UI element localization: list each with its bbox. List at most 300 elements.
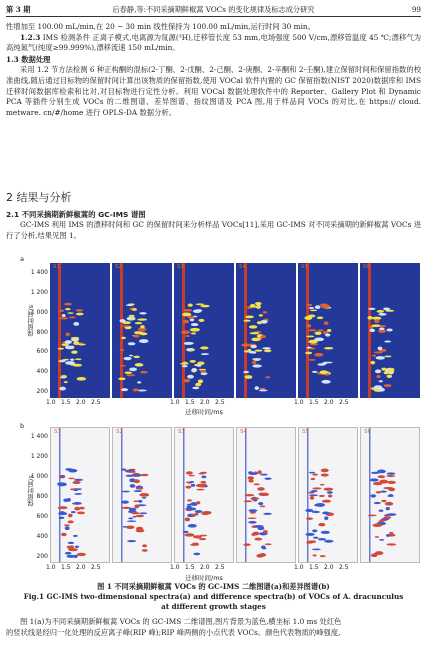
- panel-a-s2-plot: [112, 263, 172, 398]
- voc-spot: [307, 304, 313, 306]
- voc-spot: [328, 495, 332, 498]
- voc-spot: [259, 389, 268, 391]
- voc-spot: [379, 380, 383, 382]
- voc-spot: [76, 313, 84, 316]
- voc-spot: [379, 539, 384, 541]
- voc-spot: [367, 316, 372, 320]
- voc-spot: [375, 536, 379, 538]
- voc-spot: [184, 342, 193, 345]
- xlabel-a: 迁移时间/ms: [185, 408, 223, 416]
- panel-a-label: a: [20, 255, 24, 263]
- voc-spot: [196, 501, 200, 504]
- voc-spot: [135, 363, 144, 367]
- voc-spot: [185, 533, 195, 536]
- voc-spot: [314, 353, 323, 357]
- voc-spot: [197, 364, 202, 366]
- voc-spot: [134, 490, 143, 492]
- sample-label-s3: S3: [178, 429, 185, 435]
- voc-spot: [71, 350, 77, 353]
- voc-spot: [124, 357, 132, 360]
- voc-spot: [195, 383, 201, 387]
- voc-spot: [77, 553, 86, 556]
- figure-caption: [6, 582, 421, 612]
- voc-spot: [322, 500, 331, 503]
- voc-spot: [198, 473, 204, 475]
- voc-spot: [310, 496, 314, 500]
- voc-spot: [245, 315, 254, 318]
- caption-cn: 图 1 不同采摘期鲜椒蒿 VOCs 的 GC-IMS 二维图谱(a)和差异图谱(b): [97, 582, 330, 591]
- section-2-1-body: GC-IMS 利用 IMS 的漂移时间和 GC 的保留时间来分析样品 VOCs[11],采用 GC-IMS 对不同采摘期的新鲜椒蒿 VOCs 进行了分析,结果见图 1。: [6, 220, 421, 240]
- voc-spot: [321, 468, 329, 472]
- voc-spot: [139, 512, 147, 514]
- voc-spot: [249, 473, 258, 475]
- top-line-1: 性增加至 100.00 mL/min,在 20 ~ 30 min 线性保持为 100.00 mL/min,运行时间 30 min。: [6, 22, 315, 31]
- voc-spot: [318, 523, 325, 527]
- panel-a-s6-plot: [360, 263, 420, 398]
- header-rule: [6, 16, 421, 17]
- voc-spot: [263, 311, 268, 313]
- voc-spot: [135, 322, 142, 324]
- b-xtick: 2.5: [91, 564, 101, 571]
- voc-spot: [265, 376, 270, 378]
- sample-label-s2: S2: [116, 429, 123, 435]
- voc-spot: [324, 488, 334, 491]
- sample-label-s2: S2: [115, 264, 122, 270]
- a-ytick: 600: [36, 348, 48, 356]
- voc-spot: [321, 474, 329, 477]
- panel-b-s2-plot: [113, 428, 172, 563]
- a-xtick: 2.5: [91, 399, 101, 406]
- voc-spot: [123, 526, 128, 528]
- voc-spot: [261, 545, 266, 549]
- voc-spot: [136, 487, 143, 489]
- voc-spot: [306, 335, 314, 337]
- panel-a-s1: [50, 263, 110, 398]
- voc-spot: [61, 375, 67, 378]
- voc-spot: [60, 475, 65, 477]
- voc-spot: [137, 504, 147, 506]
- sample-label-s6: S6: [363, 264, 370, 270]
- voc-spot: [200, 370, 206, 373]
- section-1-3-body: 采用 1.2 节方法检测 6 种正构酮的混标(2-丁酮、2-戊酮、2-己酮、2-庚酮、2-辛酮和 2-壬酮),建立保留时间和保留指数的校准曲线,随后通过目标物的保留时间计算出该物质的保留指数,使用 VOCal 软件内置的 GC 保留指数(NIST 2020)数据库和 IMS 迁移时间数据库检索和比对,对目标物进行定性分析。利用 VOCal 数据处理软件中的 Reporter、Gallery Plot 和 Dynamic PCA 等插件分别生成 VOCs 的二维图谱、差异图谱、指纹图谱及 PCA 图,用于样品间 VOCs 的对比,在 https:// cloud. metware. cn/#/home 进行 OPLS-DA 数据分析。: [6, 65, 421, 117]
- voc-spot: [265, 543, 272, 545]
- voc-spot: [316, 503, 325, 506]
- voc-spot: [255, 349, 263, 351]
- voc-spot: [133, 388, 139, 391]
- voc-spot: [192, 504, 197, 506]
- voc-spot: [190, 481, 195, 483]
- voc-spot: [73, 502, 82, 505]
- voc-spot: [77, 377, 87, 381]
- voc-spot: [188, 524, 197, 528]
- voc-spot: [118, 378, 125, 381]
- voc-spot: [75, 546, 79, 548]
- section-2-heading: 2 结果与分析: [6, 191, 72, 204]
- panel-b-s4-plot: [237, 428, 296, 563]
- voc-spot: [74, 479, 83, 481]
- voc-spot: [62, 314, 66, 317]
- voc-spot: [256, 554, 263, 558]
- voc-spot: [305, 352, 312, 355]
- voc-spot: [193, 553, 200, 556]
- voc-spot: [324, 321, 329, 324]
- voc-spot: [312, 541, 316, 543]
- voc-spot: [142, 544, 147, 547]
- voc-spot: [181, 330, 190, 334]
- section-1-2-3: [6, 33, 421, 54]
- voc-spot: [387, 328, 393, 331]
- voc-spot: [182, 365, 188, 367]
- voc-spot: [68, 514, 73, 518]
- b-xtick: 1.0: [294, 564, 304, 571]
- voc-spot: [250, 497, 259, 500]
- voc-spot: [132, 308, 137, 311]
- voc-spot: [200, 346, 208, 349]
- voc-spot: [133, 500, 139, 502]
- voc-spot: [315, 305, 321, 309]
- voc-spot: [128, 342, 136, 345]
- voc-spot: [65, 332, 69, 336]
- voc-spot: [137, 318, 147, 320]
- voc-spot: [248, 521, 256, 524]
- voc-spot: [74, 507, 80, 511]
- voc-spot: [200, 484, 206, 487]
- voc-spot: [377, 346, 382, 350]
- sample-label-s3: S3: [177, 264, 184, 270]
- panel-a-s5: [298, 263, 358, 398]
- voc-spot: [121, 337, 125, 339]
- voc-spot: [77, 512, 85, 515]
- voc-spot: [375, 369, 381, 373]
- voc-spot: [64, 524, 70, 526]
- voc-spot: [377, 310, 385, 313]
- voc-spot: [195, 510, 203, 513]
- voc-spot: [308, 329, 317, 331]
- b-xtick: 2.0: [76, 564, 86, 571]
- voc-spot: [65, 552, 72, 555]
- voc-spot: [196, 309, 202, 312]
- voc-spot: [247, 517, 256, 519]
- voc-spot: [381, 500, 386, 502]
- voc-spot: [63, 498, 69, 501]
- voc-spot: [57, 482, 65, 484]
- voc-spot: [379, 480, 388, 484]
- voc-spot: [312, 371, 318, 373]
- a-ytick: 400: [36, 368, 48, 376]
- voc-spot: [73, 322, 79, 326]
- voc-spot: [257, 470, 261, 474]
- voc-spot: [58, 348, 64, 350]
- voc-spot: [200, 535, 207, 537]
- top-text-block: [6, 22, 421, 118]
- voc-spot: [308, 314, 315, 317]
- voc-spot: [199, 538, 207, 540]
- voc-spot: [312, 548, 321, 550]
- voc-spot: [121, 388, 128, 391]
- b-xtick: 1.0: [170, 564, 180, 571]
- b-xtick: 1.5: [185, 564, 195, 571]
- voc-spot: [309, 494, 318, 496]
- rip-line: [121, 428, 123, 563]
- voc-spot: [73, 535, 78, 537]
- panel-b-s2: [112, 427, 172, 563]
- voc-spot: [243, 371, 249, 373]
- voc-spot: [191, 514, 195, 516]
- voc-spot: [132, 512, 139, 515]
- voc-spot: [128, 517, 133, 519]
- voc-spot: [136, 527, 143, 530]
- voc-spot: [190, 348, 194, 350]
- bottom-text-block: [6, 617, 421, 638]
- b-xtick: 2.0: [200, 564, 210, 571]
- voc-spot: [388, 488, 395, 492]
- a-ytick: 1 000: [30, 308, 48, 316]
- voc-spot: [68, 469, 77, 473]
- voc-spot: [250, 345, 257, 348]
- panel-b-s3: [174, 427, 234, 563]
- voc-spot: [320, 370, 328, 374]
- voc-spot: [142, 549, 148, 552]
- b-ytick: 600: [36, 513, 48, 520]
- voc-spot: [247, 349, 251, 352]
- voc-spot: [306, 324, 311, 328]
- voc-spot: [374, 502, 381, 504]
- voc-spot: [320, 484, 324, 486]
- panel-a-s3-plot: [174, 263, 234, 398]
- voc-spot: [376, 375, 380, 378]
- voc-spot: [384, 384, 392, 387]
- voc-spot: [325, 333, 330, 336]
- voc-spot: [383, 516, 391, 519]
- voc-spot: [189, 475, 195, 477]
- voc-spot: [375, 551, 384, 555]
- voc-spot: [264, 477, 271, 479]
- voc-spot: [306, 517, 313, 520]
- voc-spot: [313, 554, 317, 556]
- voc-spot: [312, 487, 321, 489]
- voc-spot: [311, 478, 315, 480]
- voc-spot: [243, 543, 250, 546]
- voc-spot: [389, 532, 393, 534]
- voc-spot: [255, 386, 259, 390]
- voc-spot: [306, 542, 313, 544]
- voc-spot: [260, 474, 268, 476]
- voc-spot: [77, 488, 82, 490]
- bottom-line-2: 的竖状线是经归一化处理的反应离子峰(RIP 峰);RIP 峰两侧的小点代表 VOCs。颜色代表物质的峰强度,: [6, 627, 341, 637]
- a-ytick: 200: [36, 388, 48, 395]
- panel-a-s4: [236, 263, 296, 398]
- voc-spot: [76, 309, 84, 312]
- voc-spot: [264, 349, 272, 352]
- sample-label-s5: S5: [301, 264, 308, 270]
- voc-spot: [126, 525, 134, 529]
- voc-spot: [255, 302, 262, 305]
- voc-spot: [259, 314, 263, 316]
- voc-spot: [370, 361, 375, 365]
- voc-spot: [200, 305, 209, 308]
- voc-spot: [133, 516, 137, 518]
- voc-spot: [249, 325, 257, 328]
- voc-spot: [130, 315, 134, 319]
- section-2-1-body-block: [6, 220, 421, 241]
- voc-spot: [120, 349, 124, 351]
- voc-spot: [65, 346, 74, 349]
- voc-spot: [183, 309, 192, 312]
- panel-a-s6: [360, 263, 420, 398]
- a-xtick: 1.0: [294, 399, 304, 406]
- panel-b-s6-plot: [361, 428, 420, 563]
- voc-spot: [259, 388, 265, 390]
- page-number: 99: [411, 5, 421, 14]
- voc-spot: [190, 328, 200, 332]
- voc-spot: [260, 505, 265, 507]
- voc-spot: [67, 312, 73, 314]
- voc-spot: [139, 493, 149, 497]
- b-xtick: 1.5: [309, 564, 319, 571]
- a-xtick: 1.5: [185, 399, 195, 406]
- voc-spot: [127, 471, 136, 473]
- voc-spot: [183, 531, 189, 533]
- a-ytick: 1 400: [30, 269, 48, 276]
- voc-spot: [192, 387, 199, 390]
- panel-b-s1: [50, 427, 110, 563]
- voc-spot: [387, 543, 397, 545]
- b-xtick: 2.5: [215, 564, 225, 571]
- issue-number: 第 3 期: [6, 5, 31, 14]
- voc-spot: [368, 308, 375, 310]
- voc-spot: [78, 343, 86, 345]
- panel-b-s6: [360, 427, 420, 563]
- voc-spot: [73, 364, 82, 367]
- section-1-2-3-number: 1.2.3: [20, 32, 41, 42]
- voc-spot: [68, 542, 75, 544]
- rip-line: [59, 428, 61, 563]
- voc-spot: [250, 304, 256, 308]
- a-xtick: 2.5: [215, 399, 225, 406]
- voc-spot: [130, 484, 136, 488]
- voc-spot: [191, 332, 196, 334]
- voc-spot: [310, 310, 317, 312]
- voc-spot: [376, 356, 386, 360]
- voc-spot: [386, 534, 390, 537]
- voc-spot: [261, 335, 266, 338]
- voc-spot: [125, 372, 133, 375]
- rip-line: [183, 428, 185, 563]
- voc-spot: [70, 488, 76, 490]
- voc-spot: [384, 356, 391, 358]
- a-xtick: 2.0: [76, 399, 86, 406]
- voc-spot: [185, 335, 190, 337]
- a-xtick: 1.0: [46, 399, 56, 406]
- panel-b-label: b: [20, 422, 25, 430]
- panel-a-s2: [112, 263, 172, 398]
- voc-spot: [185, 517, 190, 521]
- voc-spot: [59, 511, 65, 514]
- voc-spot: [312, 473, 318, 475]
- a-ytick: 800: [36, 328, 48, 336]
- voc-spot: [133, 474, 142, 477]
- voc-spot: [127, 540, 136, 542]
- voc-spot: [198, 379, 203, 383]
- voc-spot: [315, 338, 324, 341]
- voc-spot: [245, 494, 255, 496]
- voc-spot: [74, 493, 82, 495]
- voc-spot: [386, 475, 395, 477]
- voc-spot: [186, 471, 193, 474]
- voc-spot: [243, 320, 250, 322]
- voc-spot: [312, 511, 320, 513]
- voc-spot: [321, 531, 330, 534]
- section-2-1-heading: 2.1 不同采摘期新鲜椒蒿的 GC-IMS 谱图: [6, 210, 146, 219]
- voc-spot: [72, 481, 80, 484]
- a-xtick: 2.0: [324, 399, 334, 406]
- voc-spot: [378, 475, 386, 478]
- b-xtick: 1.0: [46, 564, 56, 571]
- voc-spot: [248, 509, 257, 512]
- voc-spot: [327, 491, 333, 494]
- voc-spot: [380, 491, 387, 493]
- voc-spot: [327, 329, 331, 332]
- b-ytick: 400: [36, 533, 48, 540]
- voc-spot: [59, 517, 65, 519]
- voc-spot: [387, 472, 396, 474]
- voc-spot: [121, 325, 129, 327]
- voc-spot: [133, 356, 140, 358]
- voc-spot: [191, 323, 199, 326]
- voc-spot: [64, 381, 68, 383]
- voc-spot: [319, 495, 325, 497]
- panel-a-s4-plot: [236, 263, 296, 398]
- voc-spot: [379, 388, 385, 392]
- voc-spot: [321, 380, 330, 384]
- voc-spot: [127, 520, 136, 522]
- voc-spot: [71, 337, 79, 339]
- voc-spot: [369, 329, 375, 332]
- voc-spot: [259, 493, 269, 496]
- b-ytick: 200: [36, 553, 48, 560]
- voc-spot: [383, 308, 390, 311]
- a-xtick: 1.5: [61, 399, 71, 406]
- voc-spot: [379, 510, 384, 512]
- voc-spot: [68, 478, 74, 480]
- voc-spot: [200, 481, 206, 484]
- voc-spot: [125, 475, 134, 477]
- voc-spot: [322, 512, 330, 515]
- voc-spot: [320, 555, 326, 557]
- voc-spot: [191, 484, 196, 487]
- voc-spot: [59, 310, 64, 312]
- voc-spot: [192, 542, 199, 545]
- voc-spot: [378, 520, 384, 522]
- a-xtick: 1.5: [309, 399, 319, 406]
- a-xtick: 2.0: [200, 399, 210, 406]
- voc-spot: [182, 312, 191, 316]
- voc-spot: [201, 475, 206, 478]
- voc-spot: [251, 338, 261, 342]
- voc-spot: [142, 497, 147, 499]
- voc-spot: [315, 332, 322, 335]
- voc-spot: [137, 381, 141, 383]
- voc-spot: [185, 486, 191, 489]
- voc-spot: [379, 327, 385, 330]
- voc-spot: [386, 507, 390, 510]
- voc-spot: [244, 500, 253, 502]
- voc-spot: [133, 334, 139, 337]
- voc-spot: [309, 472, 315, 474]
- voc-spot: [317, 317, 323, 320]
- voc-spot: [129, 368, 137, 372]
- voc-spot: [387, 513, 396, 516]
